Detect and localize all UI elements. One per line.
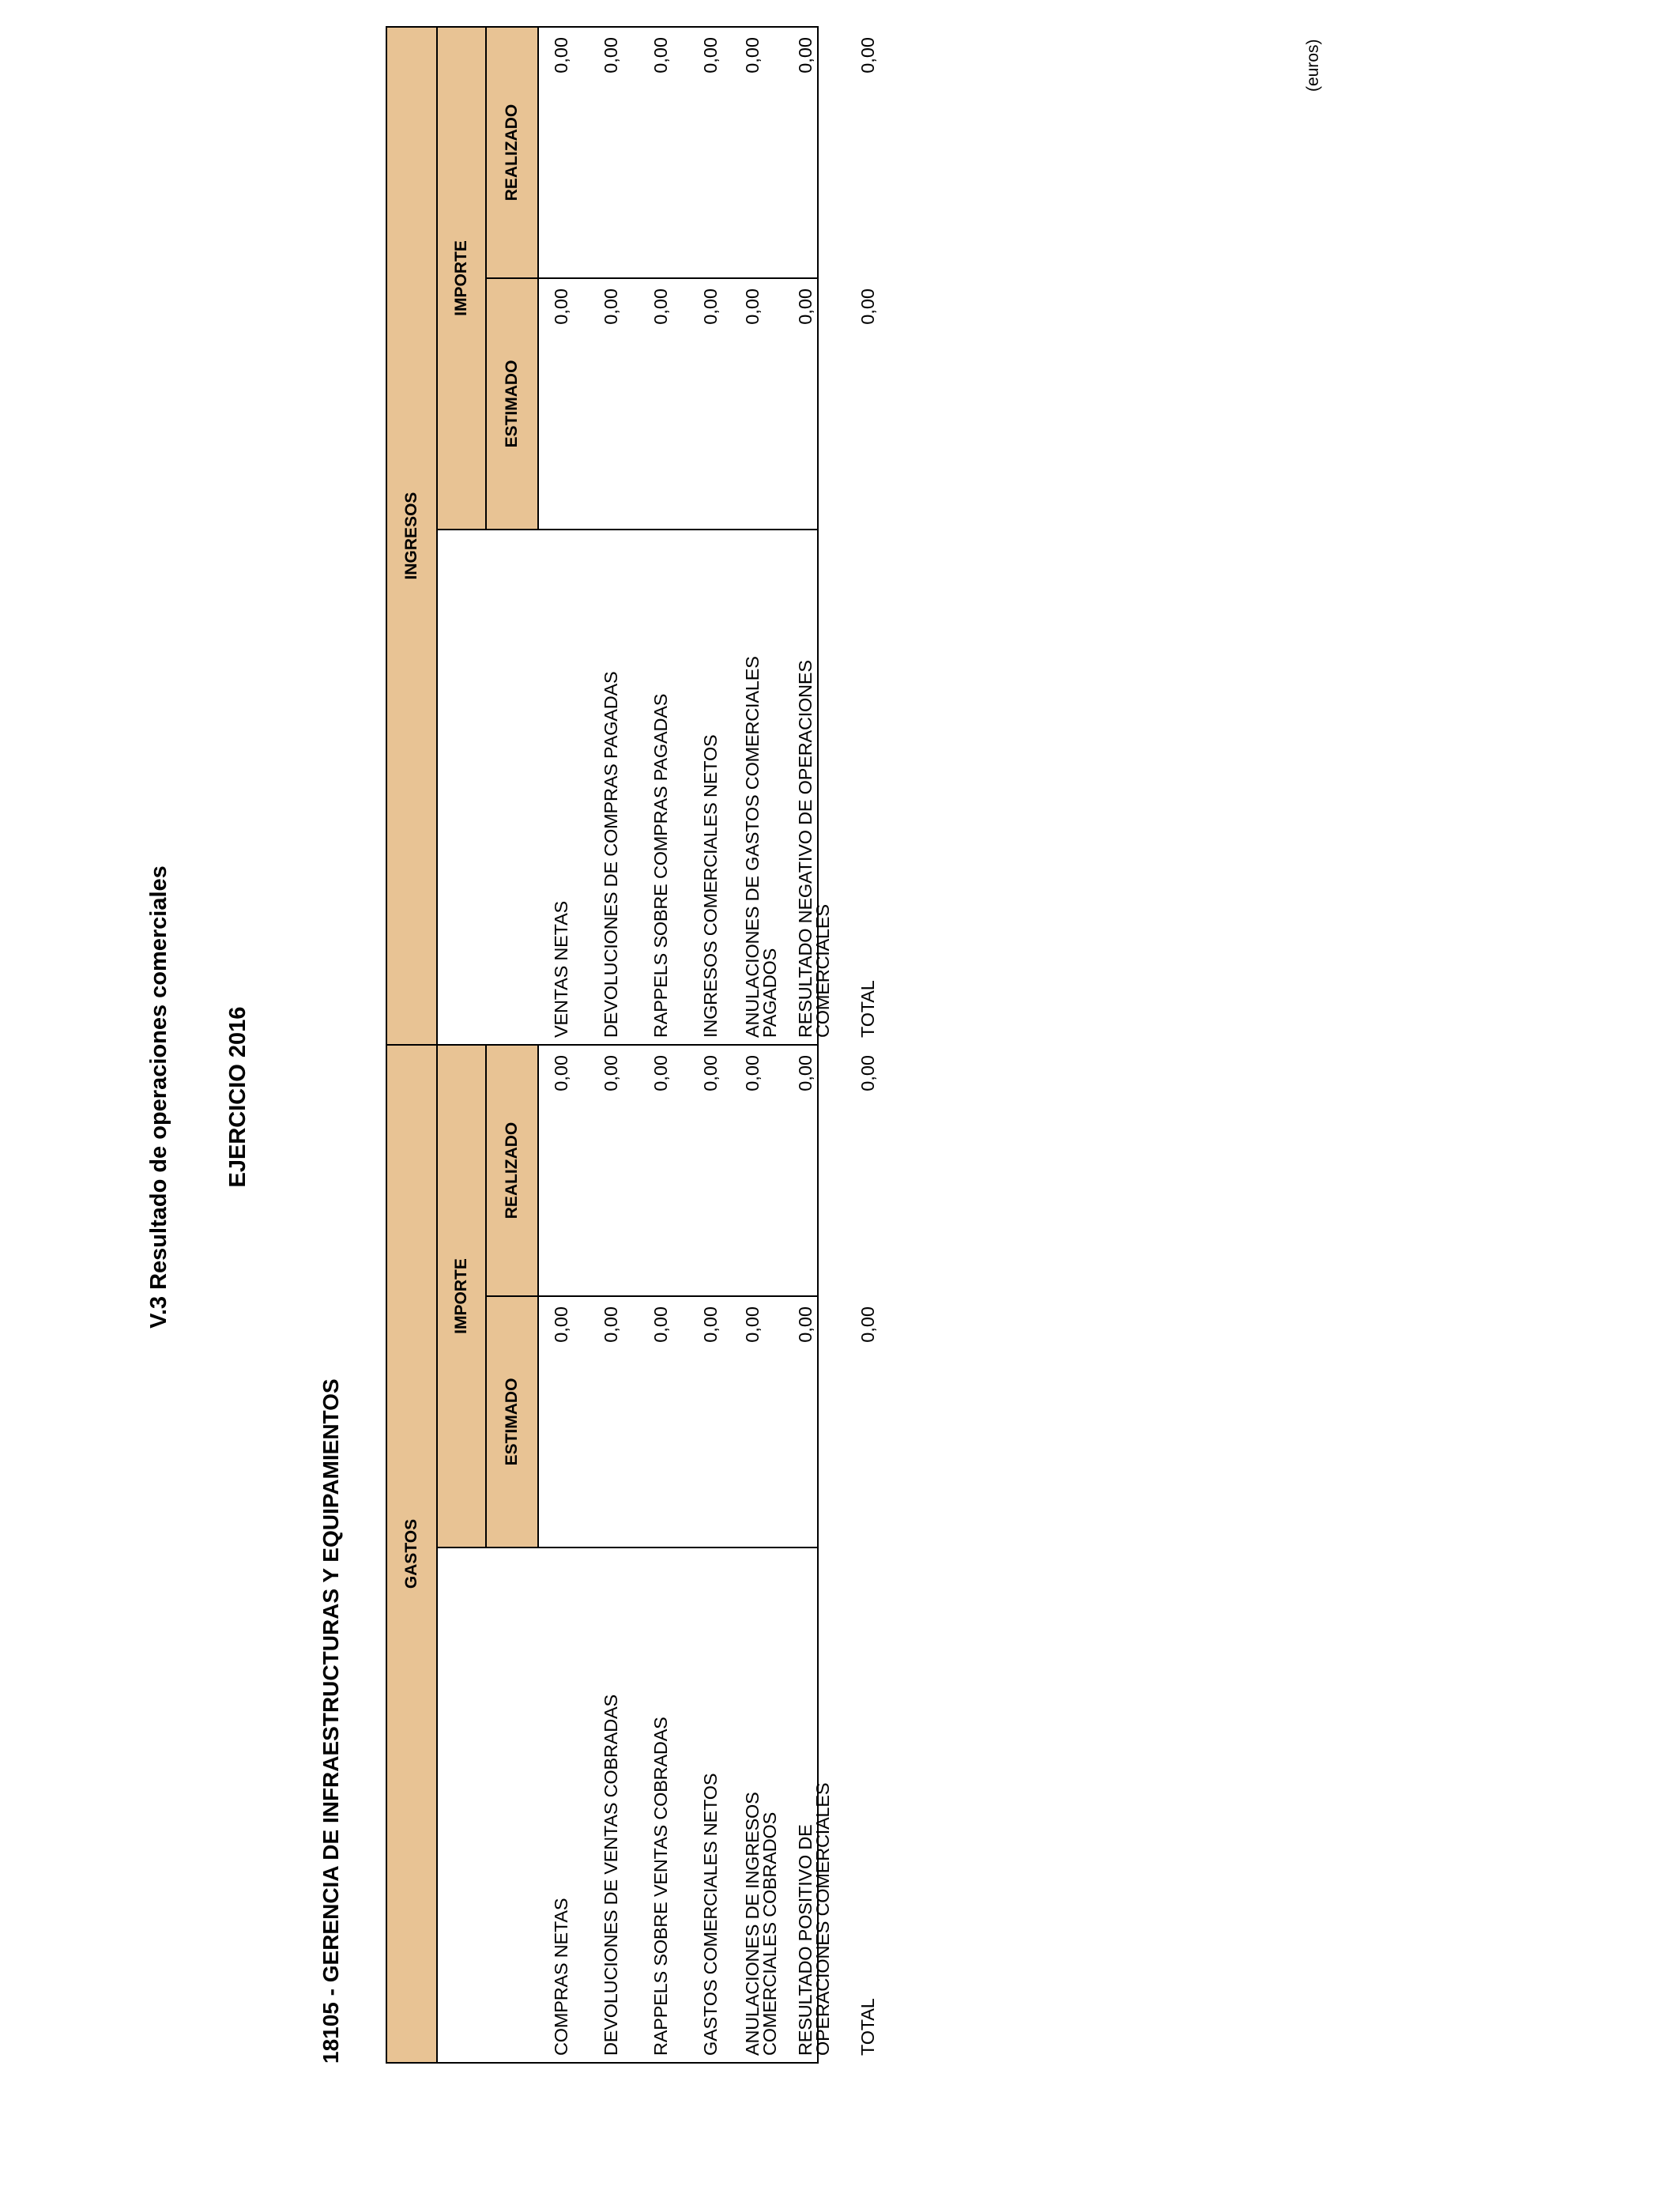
row-realizado: 0,00 [601, 1055, 621, 1091]
row-realizado: 0,00 [650, 37, 671, 74]
column-divider [539, 1295, 817, 1297]
row-estimado: 0,00 [601, 1306, 621, 1343]
row-estimado: 0,00 [742, 1306, 763, 1343]
exercise-title: EJERCICIO 2016 [225, 1006, 250, 1188]
row-label: TOTAL [857, 980, 878, 1038]
row-estimado: 0,00 [742, 288, 763, 325]
gastos-realizado-header: REALIZADO [487, 1046, 539, 1297]
gastos-estimado-header: ESTIMADO [487, 1297, 539, 1548]
row-realizado: 0,00 [742, 37, 763, 74]
ingresos-importe-header: IMPORTE [438, 28, 487, 530]
row-label: ANULACIONES DE GASTOS COMERCIALES PAGADOS [742, 656, 780, 1038]
row-estimado: 0,00 [857, 288, 878, 325]
units-label: (euros) [1304, 39, 1322, 92]
row-label: COMPRAS NETAS [551, 1898, 571, 2056]
row-realizado: 0,00 [795, 37, 816, 74]
row-estimado: 0,00 [857, 1306, 878, 1343]
row-estimado: 0,00 [551, 288, 571, 325]
ingresos-header: INGRESOS [387, 28, 438, 1044]
column-divider [539, 277, 817, 279]
ingresos-table [386, 26, 878, 1046]
column-divider [539, 529, 817, 530]
row-realizado: 0,00 [551, 1055, 571, 1091]
row-estimado: 0,00 [700, 288, 721, 325]
row-label: RAPPELS SOBRE VENTAS COBRADAS [650, 1717, 671, 2056]
row-label: TOTAL [857, 1998, 878, 2056]
row-estimado: 0,00 [650, 288, 671, 325]
row-realizado: 0,00 [857, 1055, 878, 1091]
row-realizado: 0,00 [700, 37, 721, 74]
row-label: GASTOS COMERCIALES NETOS [700, 1773, 721, 2056]
gastos-header: GASTOS [387, 1046, 438, 2062]
row-estimado: 0,00 [601, 288, 621, 325]
gastos-importe-header: IMPORTE [438, 1046, 487, 1548]
entity-title: 18105 - GERENCIA DE INFRAESTRUCTURAS Y EQUIPAMIENTOS [318, 1378, 343, 2064]
ingresos-realizado-header: REALIZADO [487, 28, 539, 279]
row-realizado: 0,00 [650, 1055, 671, 1091]
row-estimado: 0,00 [795, 1306, 816, 1343]
row-estimado: 0,00 [551, 1306, 571, 1343]
row-estimado: 0,00 [650, 1306, 671, 1343]
row-realizado: 0,00 [551, 37, 571, 74]
row-label: VENTAS NETAS [551, 900, 571, 1038]
row-realizado: 0,00 [601, 37, 621, 74]
report-title: V.3 Resultado de operaciones comerciales [146, 865, 171, 1329]
row-label: INGRESOS COMERCIALES NETOS [700, 734, 721, 1038]
row-label: RESULTADO POSITIVO DE OPERACIONES COMERCIALES [795, 1782, 833, 2056]
row-label: DEVOLUCIONES DE VENTAS COBRADAS [601, 1695, 621, 2056]
column-divider [539, 1547, 817, 1548]
row-label: RAPPELS SOBRE COMPRAS PAGADAS [650, 693, 671, 1038]
row-label: RESULTADO NEGATIVO DE OPERACIONES COMERCIALES [795, 660, 833, 1038]
row-realizado: 0,00 [700, 1055, 721, 1091]
ingresos-estimado-header: ESTIMADO [487, 279, 539, 530]
row-realizado: 0,00 [795, 1055, 816, 1091]
row-label: DEVOLUCIONES DE COMPRAS PAGADAS [601, 671, 621, 1038]
row-label: ANULACIONES DE INGRESOS COMERCIALES COBRADOS [742, 1792, 780, 2056]
gastos-table [386, 1044, 878, 2064]
row-estimado: 0,00 [700, 1306, 721, 1343]
row-estimado: 0,00 [795, 288, 816, 325]
row-realizado: 0,00 [857, 37, 878, 74]
row-realizado: 0,00 [742, 1055, 763, 1091]
